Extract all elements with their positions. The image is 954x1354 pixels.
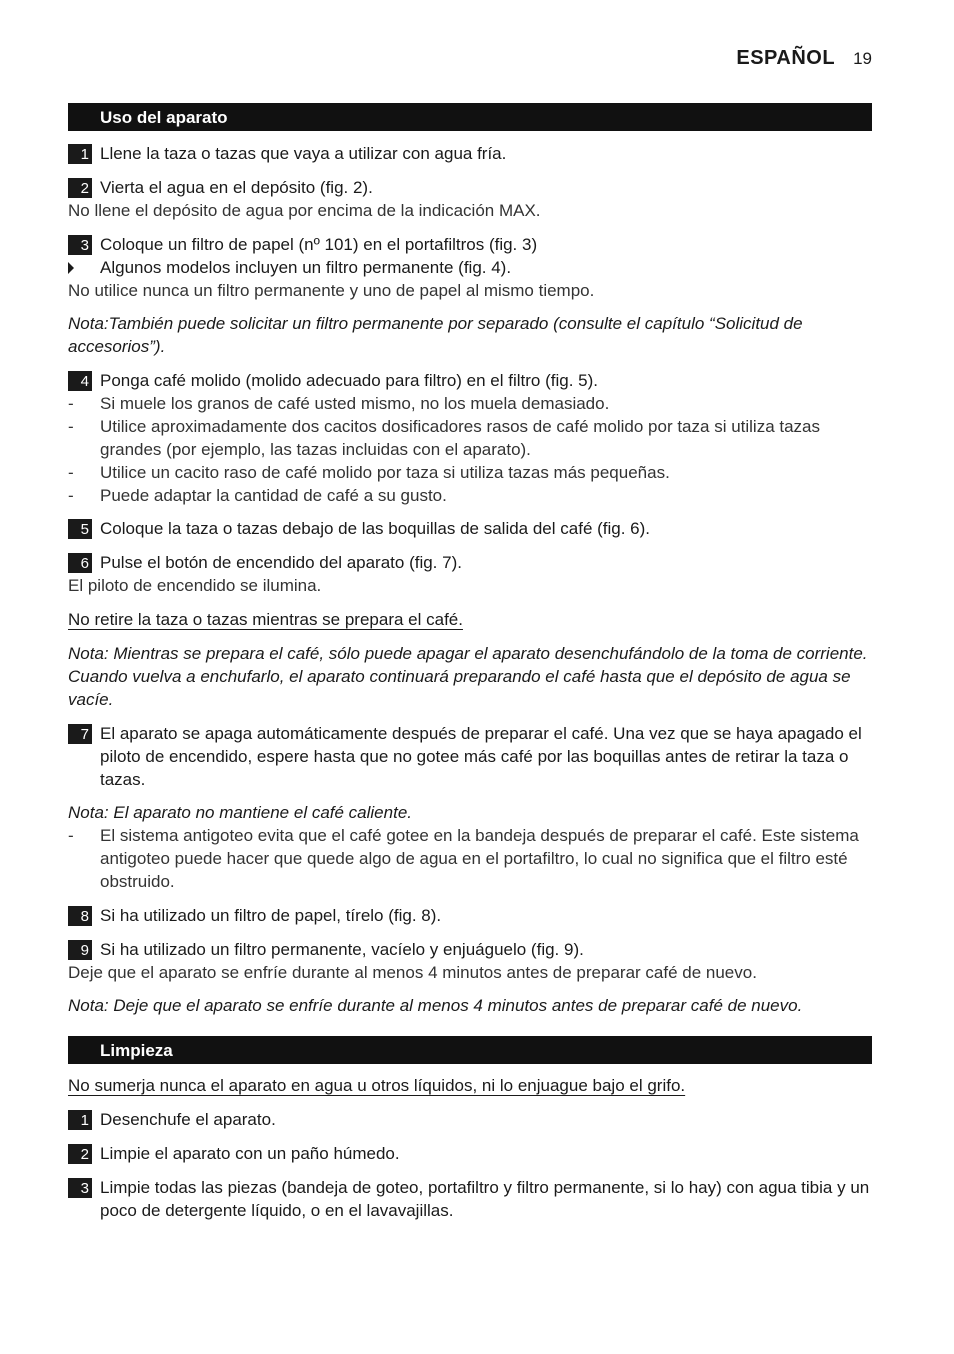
step-number: 1	[68, 1110, 92, 1130]
step-6	[68, 551, 872, 597]
dash-item: - Si muele los granos de café usted mismo, no los muela demasiado.	[68, 392, 872, 415]
step-4	[68, 369, 872, 507]
step-text: Si ha utilizado un filtro de papel, tírelo (fig. 8).	[100, 906, 442, 925]
bullet-text: Algunos modelos incluyen un filtro permanente (fig. 4).	[100, 258, 512, 277]
step-2	[68, 176, 872, 222]
dash-item: - Utilice aproximadamente dos cacitos dosificadores rasos de café molido por taza si utiliza tazas grandes (por ejemplo, las tazas incluidas con el aparato).	[68, 415, 872, 461]
step-number: 6	[68, 553, 92, 573]
language-label: ESPAÑOL	[736, 47, 836, 69]
step-text: El aparato se apaga automáticamente después de preparar el café. Una vez que se haya apagado el piloto de encendido, espere hasta que no gotee más café por las boquillas antes de retirar la taza o tazas.	[100, 724, 862, 789]
step-text: Desenchufe el aparato.	[100, 1110, 276, 1129]
note-enfrie: Nota: Deje que el aparato se enfríe durante al menos 4 minutos antes de preparar café de nuevo.	[68, 996, 803, 1015]
step-number: 5	[68, 519, 92, 539]
step-5	[68, 517, 872, 540]
step-8	[68, 904, 872, 927]
step-number: 3	[68, 235, 92, 255]
limpieza-step-3	[68, 1176, 872, 1222]
step-number: 7	[68, 724, 92, 744]
warning-text: No retire la taza o tazas mientras se prepara el café.	[68, 610, 463, 629]
dash-item: - Utilice un cacito raso de café molido por taza si utiliza tazas más pequeñas.	[68, 461, 872, 484]
limpieza-step-2	[68, 1142, 872, 1165]
step-subtext: El piloto de encendido se ilumina.	[68, 576, 322, 595]
step-text: Llene la taza o tazas que vaya a utilizar con agua fría.	[100, 144, 507, 163]
step-text: Coloque un filtro de papel (nº 101) en el portafiltros (fig. 3)	[100, 235, 538, 254]
limpieza-step-1	[68, 1108, 872, 1131]
note-filtro: Nota:También puede solicitar un filtro permanente por separado (consulte el capítulo “Solicitud de accesorios”).	[68, 314, 803, 356]
step-subtext: Deje que el aparato se enfríe durante al menos 4 minutos antes de preparar café de nuevo.	[68, 963, 757, 982]
step-number: 2	[68, 1144, 92, 1164]
step-text: Coloque la taza o tazas debajo de las boquillas de salida del café (fig. 6).	[100, 519, 651, 538]
step-text: Pulse el botón de encendido del aparato (fig. 7).	[100, 553, 462, 572]
step-subtext: No utilice nunca un filtro permanente y uno de papel al mismo tiempo.	[68, 281, 595, 300]
warning-retire	[68, 608, 872, 631]
triangle-bullet-icon	[68, 262, 74, 274]
step-9	[68, 938, 872, 984]
page-number: 19	[853, 49, 872, 68]
step-number: 2	[68, 178, 92, 198]
step-number: 3	[68, 1178, 92, 1198]
section-title-uso: Uso del aparato	[68, 103, 872, 131]
step-7	[68, 722, 872, 791]
section-title-limpieza: Limpieza	[68, 1036, 872, 1064]
warning-text: No sumerja nunca el aparato en agua u otros líquidos, ni lo enjuague bajo el grifo.	[68, 1076, 686, 1095]
step-text: Vierta el agua en el depósito (fig. 2).	[100, 178, 373, 197]
note-caliente: Nota: El aparato no mantiene el café caliente.	[68, 803, 412, 822]
step-text: Limpie el aparato con un paño húmedo.	[100, 1144, 400, 1163]
step-1	[68, 142, 872, 165]
step-text: Si ha utilizado un filtro permanente, vacíelo y enjuáguelo (fig. 9).	[100, 940, 584, 959]
step-number: 1	[68, 144, 92, 164]
dash-item: - Puede adaptar la cantidad de café a su gusto.	[68, 484, 872, 507]
step-3	[68, 233, 872, 302]
step-number: 8	[68, 906, 92, 926]
step-subtext: No llene el depósito de agua por encima de la indicación MAX.	[68, 201, 541, 220]
step-text: Limpie todas las piezas (bandeja de goteo, portafiltro y filtro permanente, si lo hay) con agua tibia y un poco de detergente líquido, o en el lavavajillas.	[100, 1178, 870, 1220]
step-number: 9	[68, 940, 92, 960]
note-caliente-block	[68, 801, 872, 893]
step-text: Ponga café molido (molido adecuado para filtro) en el filtro (fig. 5).	[100, 371, 598, 390]
step-number: 4	[68, 371, 92, 391]
warning-sumerja	[68, 1074, 872, 1097]
page-header	[736, 47, 872, 70]
note-apagar: Nota: Mientras se prepara el café, sólo puede apagar el aparato desenchufándolo de la toma de corriente. Cuando vuelva a enchufarlo, el aparato continuará preparando el café hasta que el depósito de agua se vacíe.	[68, 644, 868, 709]
dash-item: - El sistema antigoteo evita que el café gotee en la bandeja después de preparar el café. Este sistema antigoteo puede hacer que quede algo de agua en el portafiltro, lo cual no significa que el filtro esté obstruido.	[68, 824, 872, 893]
